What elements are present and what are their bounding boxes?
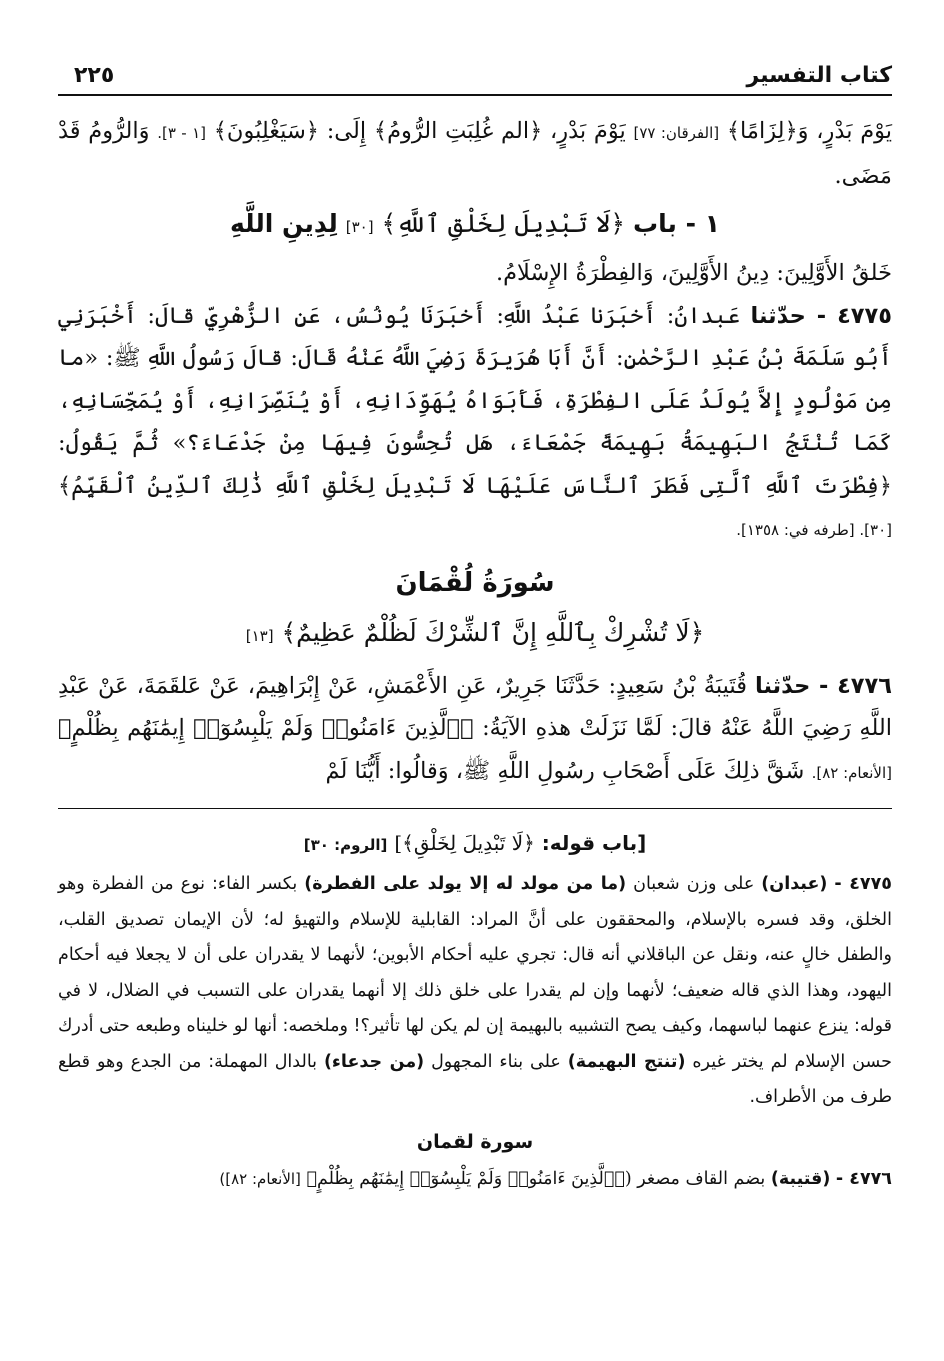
commentary-4776-ref: [الأنعام: ٨٢]) bbox=[219, 1169, 301, 1188]
surah-title: سُورَةُ لُقْمَانَ bbox=[395, 567, 555, 598]
commentary-heading-ayah: ﴿لَا تَبْدِيلَ لِخَلْقِ﴾] bbox=[394, 831, 535, 855]
commentary-surah-heading: سورة لقمان bbox=[416, 1130, 534, 1153]
commentary-4775-text2: بكسر الفاء: نوع من الفطرة وهو الخلق، وقد فسره بالإسلام، والمحققون على أنَّ المراد: القابلية للإسلام والتهيؤ له؛ لأن الإيمان تصديق القلب، والطفل خالٍ عنه، ونقل عن الباقلاني أنه قال: تجري عليه أحكام الأبوين؛ لأنهما لا يقدران على أن لا يجعلا فيه أحكام اليهود، وهذا الذي قاله ضعيف؛ لأنهما وإن لم يقدرا على خلق ذلك إلا أنهما يقدران على التسبب في الضلال، لا في قوله: ينزع عنهما لباسهما، وكيف يصح التشبيه بالبهيمة إن لم يكن لها تأثير؟! وملخصه: أنها لو خليناه وطبعه حتى أدرك حسن الإسلام لم يختر غيره bbox=[58, 874, 892, 1072]
book-title: كتاب التفسير bbox=[746, 63, 892, 88]
intro-ref-a: [الفرقان: ٧٧] bbox=[633, 124, 720, 142]
intro-text-c: وَالرُّومُ قَدْ مَضَى. bbox=[58, 118, 892, 189]
luqman-ayah: ﴿لَا تُشْرِكْ بِٱللَّهِ إِنَّ ٱلشِّرْكَ لَظُلْمٌ عَظِيمٌ﴾ bbox=[281, 617, 705, 647]
hadith-4776 bbox=[58, 665, 892, 795]
hadith-4776-number: ٤٧٧٦ - حدّثنا bbox=[755, 672, 892, 699]
hadith-4775 bbox=[58, 295, 892, 552]
intro-ref-b: [١ - ٣]. bbox=[157, 124, 206, 142]
commentary-4776-text: بضم القاف مصغر bbox=[637, 1168, 766, 1189]
commentary-4775-bold4: (من جدعاء) bbox=[323, 1051, 425, 1072]
commentary-4775-bold2: (ما من مولد له إلا يولد على الفطرة) bbox=[304, 874, 627, 894]
luqman-ayah-ref: [١٣] bbox=[245, 626, 274, 645]
hadith-4776-ref: [الأنعام: ٨٢]. bbox=[811, 763, 892, 782]
hadith-4775-ref: [٣٠]. [طرفه في: ١٣٥٨]. bbox=[736, 521, 892, 539]
hadith-4776-text-a: قُتَيبَةُ بْنُ سَعِيدٍ: حَدَّثَنَا جَرِيرٌ، عَنِ الأَعْمَشِ، عَنْ إِبْرَاهِيمَ، عَنْ عَلقَمَةَ، عَنْ عَبْدِ اللَّهِ رَضِيَ اللَّهُ عَنْهُ قالَ: لَمَّا نَزَلَتْ هذهِ الآيَةُ: ﴿ٱلَّذِينَ ءَامَنُوا۟ وَلَمْ يَلْبِسُوٓا۟ إِيمَٰنَهُم بِظُلْمٍ﴾ bbox=[58, 672, 892, 741]
commentary-4776-bold: (قتيبة) bbox=[770, 1168, 831, 1189]
bab-tail: لِدِينِ اللَّهِ bbox=[230, 209, 338, 238]
bab-ref: [٣٠] bbox=[345, 218, 374, 236]
commentary-4776-ayah: (﴿ٱلَّذِينَ ءَامَنُوا۟ وَلَمْ يَلْبِسُوٓا۟ إِيمَٰنَهُم بِظُلْمٍ﴾ bbox=[306, 1168, 632, 1189]
page-header bbox=[58, 48, 892, 96]
commentary-4775-text1: على وزن شعبان bbox=[633, 874, 755, 894]
bab-heading bbox=[58, 201, 892, 250]
luqman-ayah-line bbox=[58, 608, 892, 661]
hadith-4775-number: ٤٧٧٥ - حدّثنا bbox=[750, 302, 892, 329]
commentary-4776-number: ٤٧٧٦ - bbox=[835, 1168, 892, 1189]
footnote-divider bbox=[58, 808, 892, 809]
commentary-4775-bold3: (تنتج البهيمة) bbox=[567, 1051, 686, 1072]
intro-text-b: يَوْمَ بَدْرٍ، ﴿الم غُلِبَتِ الرُّومُ﴾ إِلَى: ﴿سَيَغْلِبُونَ﴾ bbox=[213, 118, 626, 144]
hadith-4776-text-b: شَقَّ ذلِكَ عَلَى أَصْحَابِ رسُولِ اللَّهِ ﷺ، وَقالُوا: أَيُّنَا لَمْ bbox=[325, 757, 805, 784]
main-text bbox=[58, 110, 892, 794]
commentary-4775-text3: على بناء المجهول bbox=[431, 1051, 561, 1072]
commentary-4775-number: ٤٧٧٥ - bbox=[834, 874, 892, 894]
hadith-4775-text: عَبدانُ: أَخبَرَنا عَبْدُ اللَّهِ: أَخبَرَنَا يُونُسُ، عَنِ الزُّهْرِيِّ قالَ: أَخْبَرَنِي أَبُو سَلَمَةَ بْنُ عَبْدِ الرَّحْمٰنِ: أَنَّ أَبَا هُرَيرَةَ رَضِيَ اللَّهُ عَنْهُ قَالَ: قالَ رَسُولُ اللَّهِ ﷺ: «ما مِن مَوْلُودٍ إِلاَّ يُولَدُ عَلَى الفِطْرَةِ، فَأَبَوَاهُ يُهَوِّدَانِهِ، أَوْ يُنَصِّرَانِهِ، أَوْ يُمَجِّسَانِهِ، كَمَا تُنْتَجُ البَهِيمَةُ بَهِيمَةً جَمْعَاءَ، هَل تُحِسُّونَ فِيهَا مِنْ جَدْعَاءَ؟» ثُمَّ يَقُولُ: ﴿فِطْرَتَ ٱللَّهِ ٱلَّتِى فَطَرَ ٱلنَّاسَ عَلَيْهَا لَا تَبْدِيلَ لِخَلْقِ ٱللَّهِ ذَٰلِكَ ٱلدِّينُ ٱلْقَيِّمُ﴾ bbox=[58, 302, 892, 499]
commentary-4775-text4: بالدال المهملة: من الجدع وهو قطع طرف من الأطراف. bbox=[58, 1051, 892, 1107]
commentary-heading-ref: [الروم: ٣٠] bbox=[303, 836, 388, 854]
commentary-4775-bold1: (عبدان) bbox=[761, 874, 828, 894]
commentary-4776 bbox=[58, 1162, 892, 1198]
intro-text-a: يَوْمَ بَدْرٍ، وَ﴿لِزَامًا﴾ bbox=[726, 118, 893, 144]
commentary bbox=[58, 823, 892, 1197]
intro-paragraph bbox=[58, 110, 892, 197]
commentary-heading bbox=[58, 823, 892, 865]
khalq-line: خَلقُ الأَوَّلِينَ: دِينُ الأَوَّلِينَ، وَالفِطْرَةُ الإِسْلَامُ. bbox=[495, 260, 892, 286]
bab-ayah: ﴿لَا تَبْدِيلَ لِخَلْقِ ٱللَّهِ﴾ bbox=[381, 209, 626, 238]
commentary-heading-label: [باب قوله: bbox=[541, 831, 647, 855]
bab-label: ١ - باب bbox=[633, 209, 720, 238]
page-number: ٢٢٥ bbox=[74, 63, 115, 88]
commentary-4775 bbox=[58, 867, 892, 1116]
